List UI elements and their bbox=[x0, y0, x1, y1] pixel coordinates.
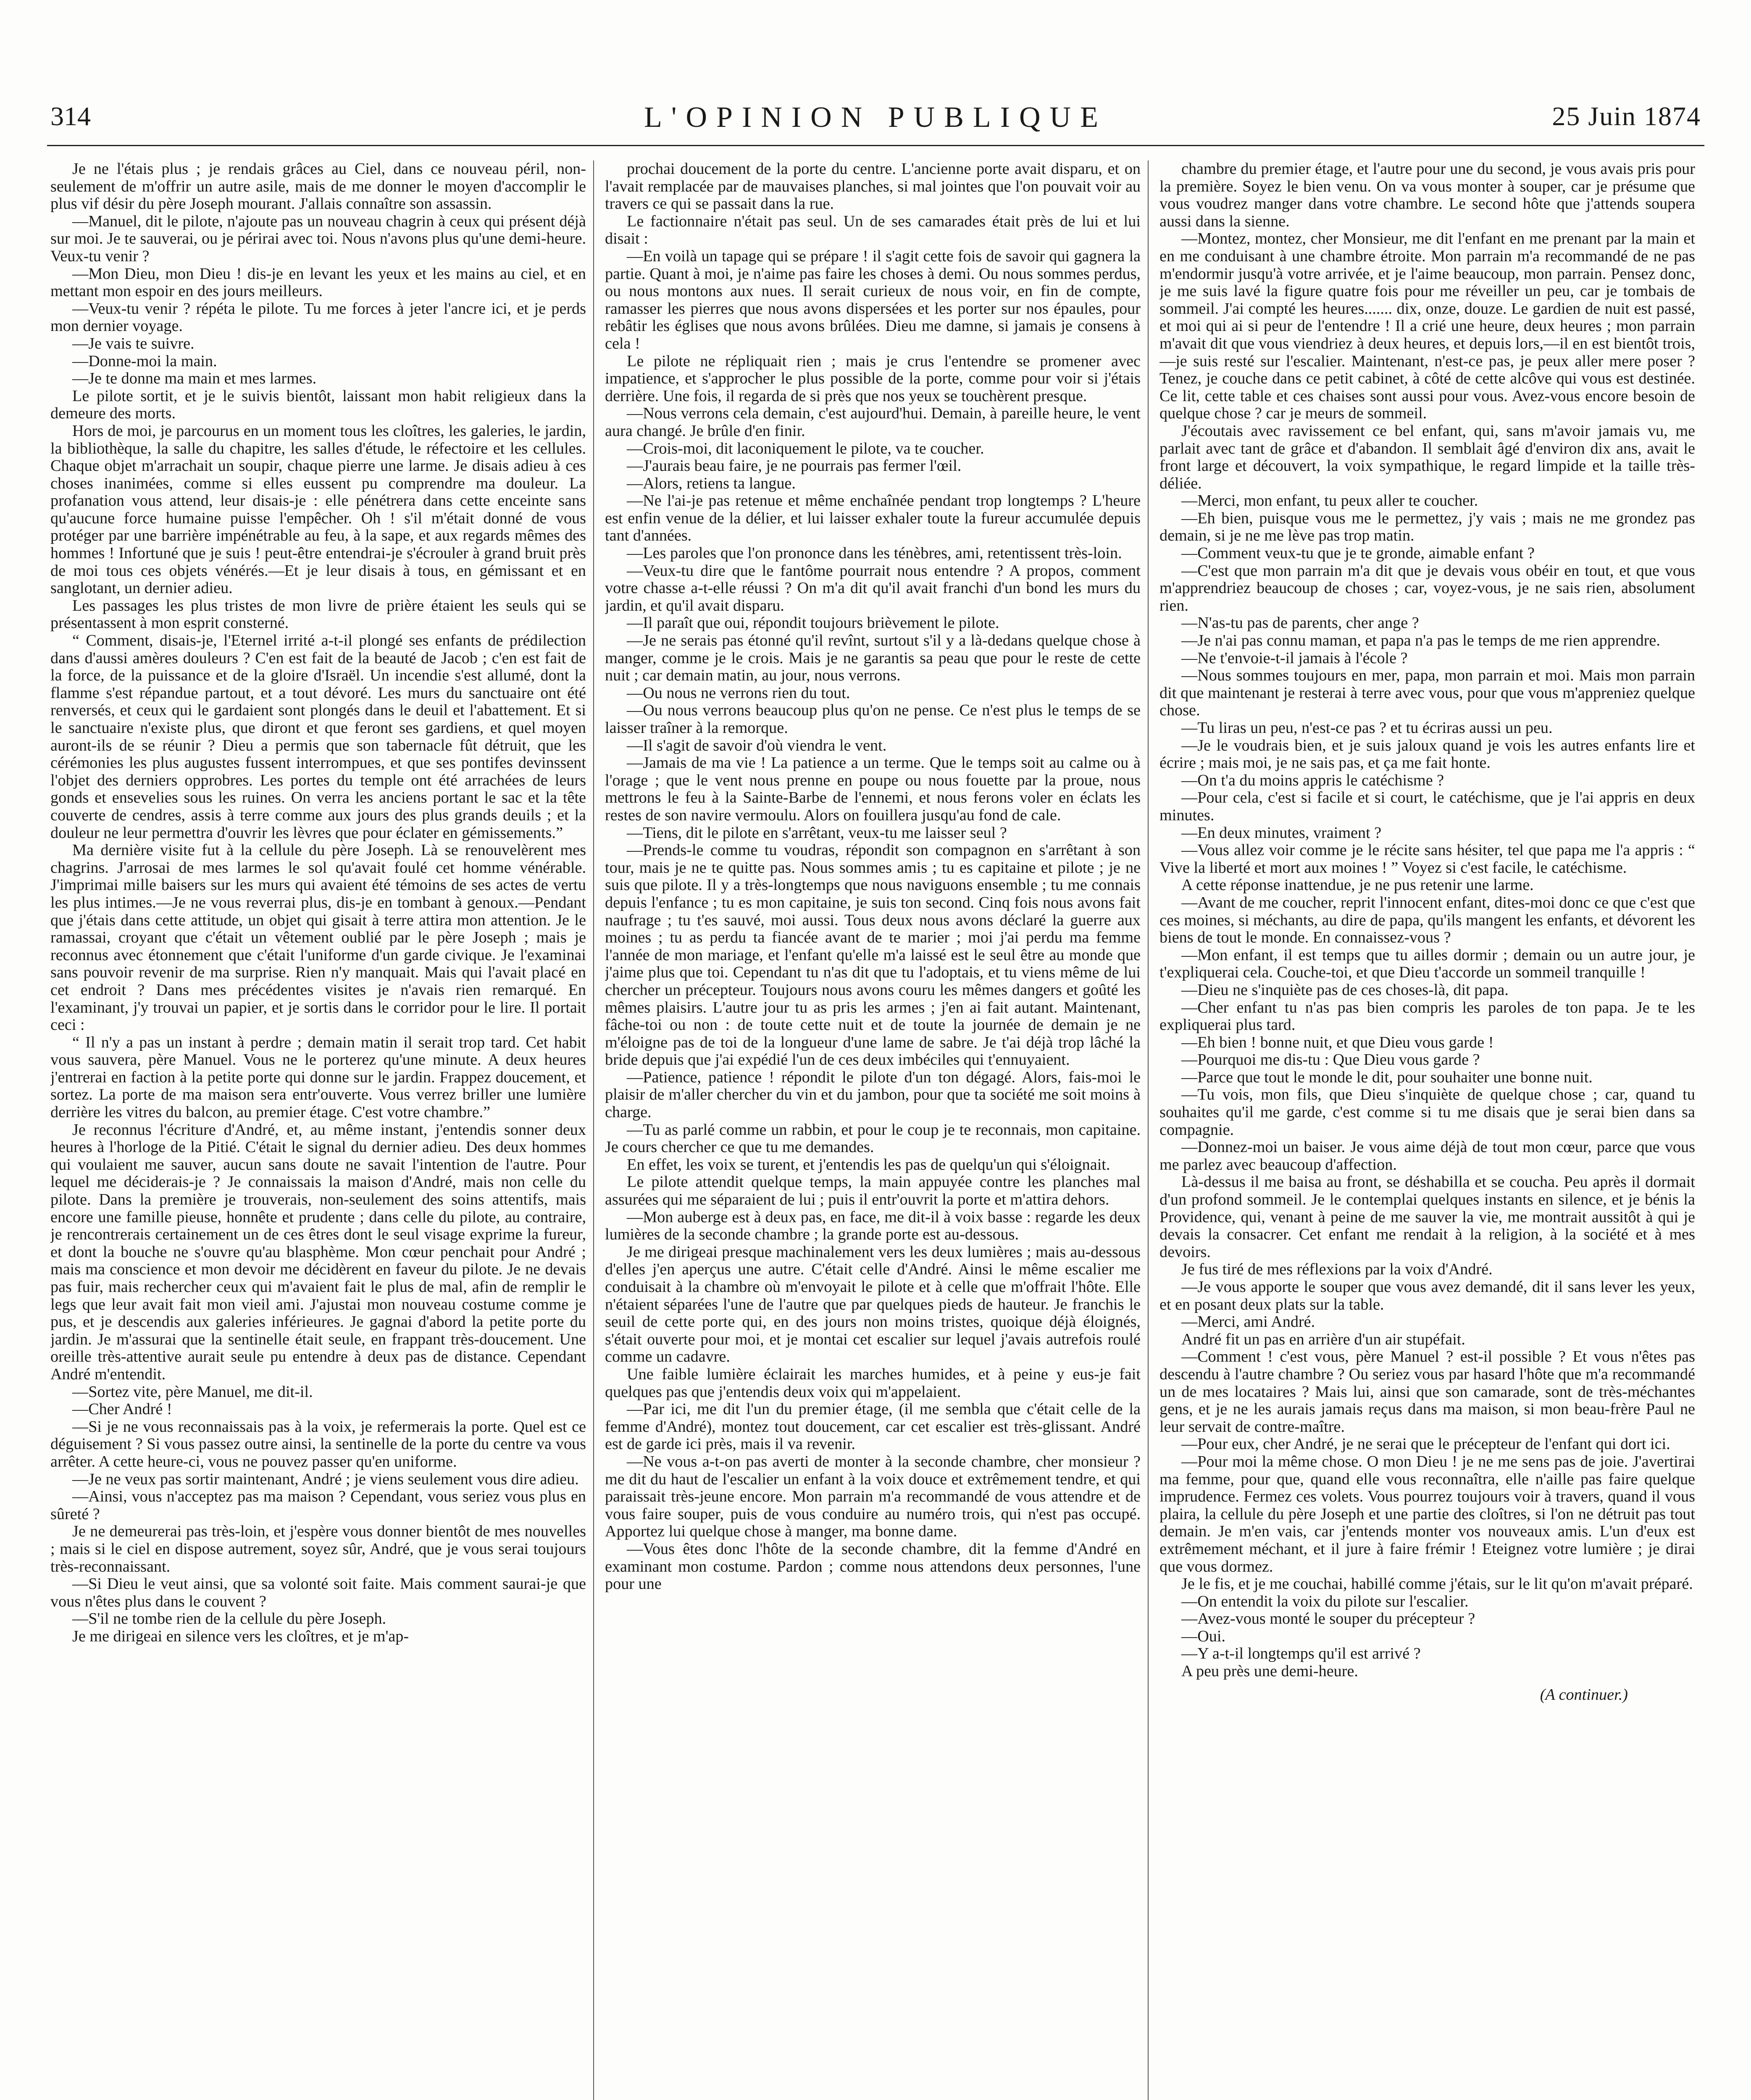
paragraph: —Y a-t-il longtemps qu'il est arrivé ? bbox=[1181, 1645, 1421, 1663]
paragraph: —Ou nous verrons beaucoup plus qu'on ne pense. Ce n'est plus le temps de se laisser traîner à la remorque. bbox=[605, 701, 1141, 737]
text-column-3 bbox=[1159, 160, 1695, 2100]
paragraph: —Tiens, dit le pilote en s'arrêtant, veux-tu me laisser seul ? bbox=[627, 824, 1007, 842]
paragraph: —Sortez vite, père Manuel, me dit-il. bbox=[72, 1383, 313, 1401]
paragraph: —Vous allez voir comme je le récite sans hésiter, tel que papa me l'a appris : “ Vive la liberté et mort aux moines ! ” Voyez si c'est facile, le catéchisme. bbox=[1159, 841, 1695, 877]
paragraph: “ Il n'y a pas un instant à perdre ; demain matin il serait trop tard. Cet habit vous sauvera, père Manuel. Vous ne le porterez qu'une minute. A deux heures j'entrerai en faction à la petite porte qui donne sur le jardin. Frappez doucement, et sortez. La porte de ma maison sera entr'ouverte. Vous verrez briller une lumière derrière les vitres du balcon, au premier étage. C'est votre chambre.” bbox=[50, 1033, 586, 1121]
paragraph: André fit un pas en arrière d'un air stupéfait. bbox=[1181, 1330, 1465, 1348]
paragraph: A peu près une demi-heure. bbox=[1181, 1662, 1358, 1680]
newspaper-title: L'OPINION PUBLIQUE bbox=[644, 101, 1107, 134]
paragraph: —Ainsi, vous n'acceptez pas ma maison ? Cependant, vous seriez vous plus en sûreté ? bbox=[50, 1488, 586, 1523]
paragraph: Les passages les plus tristes de mon livre de prière étaient les seuls qui se présentassent à mon esprit consterné. bbox=[50, 596, 586, 632]
paragraph: Là-dessus il me baisa au front, se déshabilla et se coucha. Peu après il dormait d'un profond sommeil. Je le contemplai quelques instants en silence, et je bénis la Providence, qui, venant à peine de me sauver la vie, me montrait aussitôt à qui je devais la consacrer. Cet enfant me rendait à la religion, à la société et à mes devoirs. bbox=[1159, 1173, 1695, 1261]
paragraph: —Veux-tu venir ? répéta le pilote. Tu me forces à jeter l'ancre ici, et je perds mon dernier voyage. bbox=[50, 299, 586, 335]
paragraph: —Si je ne vous reconnaissais pas à la voix, je refermerais la porte. Quel est ce déguisement ? Si vous passez outre ainsi, la sentinelle de la porte du centre va vous arrêter. A cette heure-ci, vous ne pouvez passer qu'en uniforme. bbox=[50, 1418, 586, 1470]
paragraph: —Alors, retiens ta langue. bbox=[627, 474, 796, 492]
paragraph: Je reconnus l'écriture d'André, et, au même instant, j'entendis sonner deux heures à l'horloge de la Pitié. C'était le signal du dernier adieu. Des deux hommes qui voulaient me sauver, aucun sans doute ne savait l'intention de l'autre. Pour lequel me déciderais-je ? Je connaissais la maison d'André, mais non celle du pilote. Dans la première je trouverais, non-seulement des soins attentifs, mais encore une famille pieuse, honnête et prudente ; dans celle du pilote, au contraire, je rencontrerais certainement un de ces êtres dont le seul visage exprime la fureur, et dont la bouche ne s'ouvre qu'au blasphème. Mon cœur penchait pour André ; mais ma conscience et mon devoir me décidèrent en faveur du pilote. Je ne devais pas fuir, mais rechercher ceux qui m'avaient fait le plus de mal, afin de remplir le legs que leur avait fait mon vieil ami. J'ajustai mon nouveau costume comme je pus, et je descendis aux galeries inférieures. Je gagnai d'abord la petite porte du jardin. Je m'assurai que la sentinelle était seule, en frappant très-doucement. Une oreille très-attentive aurait seule pu entendre à deux pas de distance. Cependant André m'entendit. bbox=[50, 1121, 586, 1383]
paragraph: Ma dernière visite fut à la cellule du père Joseph. Là se renouvelèrent mes chagrins. J'arrosai de mes larmes le sol qu'avait foulé cet homme vénérable. J'imprimai mille baisers sur les murs qui avaient été témoins de ses actes de vertu les plus intimes.—Je ne vous reverrai plus, dis-je en tombant à genoux.—Pendant que j'étais dans cette attitude, un objet qui gisait à terre attira mon attention. Je le ramassai, croyant que c'était un vêtement oublié par le père Joseph ; mais je reconnus avec étonnement que c'était l'uniforme d'un garde civique. Je l'examinai sans pouvoir revenir de ma surprise. Rien n'y manquait. Mais qui l'avait placé en cet endroit ? Dans mes précédentes visites je n'avais rien remarqué. En l'examinant, j'y trouvai un papier, et je sortis dans le corridor pour le lire. Il portait ceci : bbox=[50, 841, 586, 1034]
paragraph: —Oui. bbox=[1181, 1627, 1226, 1645]
paragraph: —Donnez-moi un baiser. Je vous aime déjà de tout mon cœur, parce que vous me parlez avec beaucoup d'affection. bbox=[1159, 1138, 1695, 1173]
paragraph: —Mon enfant, il est temps que tu ailles dormir ; demain ou un autre jour, je t'expliquerai cela. Couche-toi, et que Dieu t'accorde un sommeil tranquille ! bbox=[1159, 946, 1695, 982]
paragraph: —Pourquoi me dis-tu : Que Dieu vous garde ? bbox=[1181, 1051, 1480, 1069]
paragraph: —Les paroles que l'on prononce dans les ténèbres, ami, retentissent très-loin. bbox=[627, 544, 1122, 562]
paragraph: —En voilà un tapage qui se prépare ! il s'agit cette fois de savoir qui gagnera la partie. Quant à moi, je n'aime pas faire les choses à demi. Ou nous sommes perdus, ou nous montons aux nues. Il serait curieux de nous voir, en fin de compte, ramasser les pierres que nous avons dispersées et les porter sur nos épaules, pour rebâtir les églises que nous avons brûlées. Dieu me damne, si jamais je consens à cela ! bbox=[605, 247, 1141, 352]
paragraph: —Vous êtes donc l'hôte de la seconde chambre, dit la femme d'André en examinant mon costume. Pardon ; comme nous attendons deux personnes, l'une pour une bbox=[605, 1540, 1141, 1593]
paragraph: Je le fis, et je me couchai, habillé comme j'étais, sur le lit qu'on m'avait préparé. bbox=[1181, 1575, 1693, 1593]
paragraph: Je fus tiré de mes réflexions par la voix d'André. bbox=[1181, 1260, 1493, 1278]
paragraph: —Comment veux-tu que je te gronde, aimable enfant ? bbox=[1181, 544, 1535, 562]
paragraph: —Nous sommes toujours en mer, papa, mon parrain et moi. Mais mon parrain dit que maintenant je resterai à terre avec vous, pour que vous m'appreniez quelque chose. bbox=[1159, 667, 1695, 719]
paragraph: —J'aurais beau faire, je ne pourrais pas fermer l'œil. bbox=[627, 457, 962, 475]
paragraph: prochai doucement de la porte du centre. L'ancienne porte avait disparu, et on l'avait remplacée par de mauvaises planches, si mal jointes que l'on pouvait voir au travers ce qui se passait dans la rue. bbox=[605, 160, 1141, 213]
paragraph: —Donne-moi la main. bbox=[72, 352, 217, 370]
paragraph: “ Comment, disais-je, l'Eternel irrité a-t-il plongé ses enfants de prédilection dans d'aussi amères douleurs ? C'en est fait de la beauté de Jacob ; c'en est fait de la force, de la puissance et de la gloire d'Israël. Un incendie s'est allumé, dont la flamme s'est répandue partout, et a tout dévoré. Les murs du sanctuaire ont été renversés, et ceux qui le gardaient sont plongés dans le deuil et l'abattement. Et si le sanctuaire n'existe plus, que diront et que feront ses gardiens, et quel moyen auront-ils de se réunir ? Dieu a permis que son tabernacle fût détruit, que les cérémonies les plus augustes fussent interrompues, et que ses pontifes devinssent l'objet des derniers opprobres. Les portes du temple ont été arrachées de leurs gonds et ensevelies sous les ruines. On verra les anciens portant le sac et la tête couverte de cendres, assis à terre comme aux jours des plus grands deuils ; et la douleur ne leur permettra d'ouvrir les lèvres que pour éclater en gémissements.” bbox=[50, 632, 586, 842]
continuation-note: (A continuer.) bbox=[1540, 1685, 1628, 1704]
paragraph: —Dieu ne s'inquiète pas de ces choses-là, dit papa. bbox=[1181, 981, 1509, 999]
paragraph: —Je le voudrais bien, et je suis jaloux quand je vois les autres enfants lire et écrire ; mais moi, je ne sais pas, et ça me fait honte. bbox=[1159, 736, 1695, 772]
paragraph: —Ne t'envoie-t-il jamais à l'école ? bbox=[1181, 649, 1408, 667]
paragraph: —Je vous apporte le souper que vous avez demandé, dit il sans lever les yeux, et en posant deux plats sur la table. bbox=[1159, 1278, 1695, 1313]
paragraph: —Si Dieu le veut ainsi, que sa volonté soit faite. Mais comment saurai-je que vous n'êtes plus dans le couvent ? bbox=[50, 1575, 586, 1610]
paragraph: —Pour cela, c'est si facile et si court, le catéchisme, que je l'ai appris en deux minutes. bbox=[1159, 789, 1695, 824]
paragraph: —Cher enfant tu n'as pas bien compris les paroles de ton papa. Je te les expliquerai plus tard. bbox=[1159, 998, 1695, 1034]
text-column-1 bbox=[50, 160, 586, 2100]
paragraph: —Ne l'ai-je pas retenue et même enchaînée pendant trop longtemps ? L'heure est enfin venue de la délier, et lui laisser exhaler toute la fureur accumulée depuis tant d'années. bbox=[605, 492, 1141, 545]
column-divider bbox=[593, 160, 594, 2100]
paragraph: —Merci, mon enfant, tu peux aller te coucher. bbox=[1181, 492, 1478, 510]
paragraph: —Tu as parlé comme un rabbin, et pour le coup je te reconnais, mon capitaine. Je cours chercher ce que tu me demandes. bbox=[605, 1121, 1141, 1156]
paragraph: —Montez, montez, cher Monsieur, me dit l'enfant en me prenant par la main et en me conduisant à une chambre étroite. Mon parrain m'a recommandé de ne pas m'endormir jusqu'à votre arrivée, et je l'aime beaucoup, mon parrain. Pensez donc, je me suis lavé la figure quatre fois pour me réveiller un peu, car je tombais de sommeil. J'ai compté les heures....... dix, onze, douze. Le gardien de nuit est passé, et moi qui ai si peur de l'entendre ! Il a crié une heure, deux heures ; mon parrain m'avait dit que vous viendriez à deux heures, et depuis lors,—il en est bientôt trois,—je suis resté sur l'escalier. Maintenant, n'est-ce pas, je peux aller mere poser ? Tenez, je couche dans ce petit cabinet, à côté de cette alcôve qui vous est destinée. Ce lit, cette table et ces chaises sont aussi pour vous. Avez-vous encore besoin de quelque chose ? car je meurs de sommeil. bbox=[1159, 230, 1695, 423]
paragraph: J'écoutais avec ravissement ce bel enfant, qui, sans m'avoir jamais vu, me parlait avec tant de grâce et d'abandon. Il semblait âgé d'environ dix ans, avait le front large et découvert, la voix sympathique, le regard limpide et la taille très-déliée. bbox=[1159, 422, 1695, 492]
paragraph: —Pour moi la même chose. O mon Dieu ! je ne me sens pas de joie. J'avertirai ma femme, pour que, quand elle vous reconnaîtra, elle n'aille pas faire quelque imprudence. Fermez ces volets. Vous pourrez toujours voir à travers, quand il vous plaira, la cellule du père Joseph et une partie des cloîtres, si l'on ne détruit pas tout demain. Je m'en vais, car j'entends monter vos nouveaux amis. L'un d'eux est extrêmement méchant, et il jure à faire frémir ! Eteignez votre lumière ; je dirai que vous dormez. bbox=[1159, 1452, 1695, 1575]
paragraph: —Je ne veux pas sortir maintenant, André ; je viens seulement vous dire adieu. bbox=[72, 1470, 579, 1488]
paragraph: —Nous verrons cela demain, c'est aujourd'hui. Demain, à pareille heure, le vent aura changé. Je brûle d'en finir. bbox=[605, 404, 1141, 440]
paragraph: Le pilote sortit, et je le suivis bientôt, laissant mon habit religieux dans la demeure des morts. bbox=[50, 387, 586, 423]
paragraph: Le pilote ne répliquait rien ; mais je crus l'entendre se promener avec impatience, et s'approcher le plus possible de la porte, comme pour voir si j'étais derrière. Une fois, il regarda de si près que nos yeux se touchèrent presque. bbox=[605, 352, 1141, 405]
text-column-2 bbox=[605, 160, 1141, 2100]
paragraph: Le pilote attendit quelque temps, la main appuyée contre les planches mal assurées qui me séparaient de lui ; puis il entr'ouvrit la porte et m'attira dehors. bbox=[605, 1173, 1141, 1209]
paragraph: —Pour eux, cher André, je ne serai que le précepteur de l'enfant qui dort ici. bbox=[1181, 1435, 1670, 1453]
paragraph: —Eh bien ! bonne nuit, et que Dieu vous garde ! bbox=[1181, 1033, 1494, 1051]
paragraph: —Manuel, dit le pilote, n'ajoute pas un nouveau chagrin à ceux qui présent déjà sur moi. Je te sauverai, ou je périrai avec toi. Nous n'avons plus qu'une demi-heure. Veux-tu venir ? bbox=[50, 212, 586, 265]
header-rule bbox=[47, 145, 1704, 146]
paragraph: Je ne demeurerai pas très-loin, et j'espère vous donner bientôt de mes nouvelles ; mais si le ciel en dispose autrement, soyez sûr, André, que je vous serai toujours très-reconnaissant. bbox=[50, 1522, 586, 1575]
paragraph: —Parce que tout le monde le dit, pour souhaiter une bonne nuit. bbox=[1181, 1068, 1593, 1086]
paragraph: Hors de moi, je parcourus en un moment tous les cloîtres, les galeries, le jardin, la bibliothèque, la salle du chapitre, les salles d'étude, le réfectoire et les cellules. Chaque objet m'arrachait un soupir, chaque pierre une larme. Je disais adieu à ces choses inanimées, comme si elles eussent pu comprendre ma douleur. La profanation vous attend, leur disais-je : elle pénétrera dans cette enceinte sans qu'aucune force humaine puisse l'empêcher. Oh ! s'il m'était donné de vous protéger par une barrière impénétrable au feu, à la sape, et aux regards mêmes des hommes ! Infortuné que je suis ! peut-être entendrai-je s'écrouler à grand bruit près de moi tous ces objets vénérés.—Et je leur disais à tous, en gémissant et en sanglotant, un dernier adieu. bbox=[50, 422, 586, 597]
paragraph: —Ou nous ne verrons rien du tout. bbox=[627, 684, 850, 702]
paragraph: —S'il ne tombe rien de la cellule du père Joseph. bbox=[72, 1610, 386, 1628]
paragraph: —Comment ! c'est vous, père Manuel ? est-il possible ? Et vous n'êtes pas descendu à l'autre chambre ? Ou seriez vous par hasard l'hôte que m'a recommandé un de mes locataires ? Mais lui, ainsi que son camarade, sont de très-méchantes gens, et je ne les aurais jamais reçus dans ma maison, si mon beau-frère Paul ne leur servait de contre-maître. bbox=[1159, 1348, 1695, 1436]
paragraph: Une faible lumière éclairait les marches humides, et à peine y eus-je fait quelques pas que j'entendis deux voix qui m'appelaient. bbox=[605, 1365, 1141, 1401]
paragraph: —Prends-le comme tu voudras, répondit son compagnon en s'arrêtant à son tour, mais je ne te quitte pas. Nous sommes amis ; tu es capitaine et pilote ; je ne suis que pilote. Il y a très-longtemps que nous naviguons ensemble ; tu me connais depuis l'enfance ; tu es mon capitaine, je suis ton second. Cinq fois nous avons fait naufrage ; tu t'es sauvé, moi aussi. Tous deux nous avons déclaré la guerre aux moines ; tu as perdu ta fiancée avant de te marier ; moi j'ai perdu ma femme l'année de mon mariage, et l'enfant qu'elle m'a laissé est le seul être au monde que j'aime plus que toi. Cependant tu n'as dit que tu l'adoptais, et tu viens même de lui chercher un précepteur. Toujours nous avons couru les mêmes dangers et goûté les mêmes plaisirs. L'autre jour tu as pris les armes ; j'en ai fait autant. Maintenant, fâche-toi ou non : de toute cette nuit et de toute la journée de demain je ne m'éloigne pas de toi de la longueur d'une lame de sabre. Je t'ai déjà trop lâché la bride depuis que j'ai expédié l'un de ces deux imbéciles qui t'ennuyaient. bbox=[605, 841, 1141, 1069]
paragraph: —Jamais de ma vie ! La patience a un terme. Que le temps soit au calme ou à l'orage ; que le vent nous prenne en poupe ou nous fouette par la proue, nous mettrons le feu à la Sainte-Barbe de l'ennemi, et nous ferons voler en éclats les restes de son navire vermoulu. Alors on fouillera jusqu'au fond de cale. bbox=[605, 754, 1141, 824]
paragraph: Le factionnaire n'était pas seul. Un de ses camarades était près de lui et lui disait : bbox=[605, 212, 1141, 248]
paragraph: —Avant de me coucher, reprit l'innocent enfant, dites-moi donc ce que c'est que ces moines, si méchants, au dire de papa, qu'ils mangent les enfants, et dévorent les biens de tout le monde. En connaissez-vous ? bbox=[1159, 893, 1695, 947]
paragraph: —Crois-moi, dit laconiquement le pilote, va te coucher. bbox=[627, 439, 984, 457]
paragraph: —Eh bien, puisque vous me le permettez, j'y vais ; mais ne me grondez pas demain, si je ne me lève pas trop matin. bbox=[1159, 509, 1695, 545]
paragraph: En effet, les voix se turent, et j'entendis les pas de quelqu'un qui s'éloignait. bbox=[627, 1155, 1110, 1173]
paragraph: —Merci, ami André. bbox=[1181, 1313, 1315, 1331]
paragraph: chambre du premier étage, et l'autre pour une du second, je vous avais pris pour la première. Soyez le bien venu. On va vous monter à souper, car je présume que vous voudrez manger dans votre chambre. Le second hôte que j'attends soupera aussi dans la sienne. bbox=[1159, 160, 1695, 230]
paragraph: —Il paraît que oui, répondit toujours brièvement le pilote. bbox=[627, 614, 999, 632]
paragraph: —Ne vous a-t-on pas averti de monter à la seconde chambre, cher monsieur ? me dit du haut de l'escalier un enfant à la voix douce et extrêmement tendre, et qui paraissait très-jeune encore. Mon parrain m'a recommandé de vous attendre et de vous faire souper, puis de vous conduire au numéro trois, qui n'est pas occupé. Apportez lui quelque chose à manger, ma bonne dame. bbox=[605, 1452, 1141, 1541]
paragraph: —Tu liras un peu, n'est-ce pas ? et tu écriras aussi un peu. bbox=[1181, 719, 1553, 737]
paragraph: —Veux-tu dire que le fantôme pourrait nous entendre ? A propos, comment votre chasse a-t-elle réussi ? On m'a dit qu'il avait franchi d'un bond les murs du jardin, et qu'il avait disparu. bbox=[605, 562, 1141, 614]
paragraph: —Je n'ai pas connu maman, et papa n'a pas le temps de me rien apprendre. bbox=[1181, 632, 1660, 650]
paragraph: —Je te donne ma main et mes larmes. bbox=[72, 370, 317, 388]
page-header bbox=[47, 101, 1704, 139]
paragraph: —Il s'agit de savoir d'où viendra le vent. bbox=[627, 736, 887, 754]
paragraph: —Je vais te suivre. bbox=[72, 334, 195, 352]
issue-date: 25 Juin 1874 bbox=[1552, 101, 1701, 131]
paragraph: —Cher André ! bbox=[72, 1400, 172, 1418]
paragraph: —On entendit la voix du pilote sur l'escalier. bbox=[1181, 1592, 1469, 1610]
paragraph: —Avez-vous monté le souper du précepteur ? bbox=[1181, 1610, 1475, 1628]
paragraph: —En deux minutes, vraiment ? bbox=[1181, 824, 1382, 842]
column-divider bbox=[1148, 160, 1149, 2100]
paragraph: Je ne l'étais plus ; je rendais grâces au Ciel, dans ce nouveau péril, non-seulement de m'offrir un autre asile, mais de me donner le moyen d'accomplir le plus vif désir du père Joseph mourant. J'allais connaître son assassin. bbox=[50, 160, 586, 213]
paragraph: —Je ne serais pas étonné qu'il revînt, surtout s'il y a là-dedans quelque chose à manger, comme je le crois. Mais je ne garantis sa peau que pour le reste de cette nuit ; car demain matin, au jour, nous verrons. bbox=[605, 632, 1141, 685]
paragraph: —Patience, patience ! répondit le pilote d'un ton dégagé. Alors, fais-moi le plaisir de m'aller chercher du vin et du jambon, pour que ta société me soit moins à charge. bbox=[605, 1068, 1141, 1121]
paragraph: —Par ici, me dit l'un du premier étage, (il me sembla que c'était celle de la femme d'André), montez tout doucement, car cet escalier est très-glissant. André est de garde ici près, mais il va revenir. bbox=[605, 1400, 1141, 1453]
paragraph: A cette réponse inattendue, je ne pus retenir une larme. bbox=[1181, 876, 1534, 894]
paragraph: —Tu vois, mon fils, que Dieu s'inquiète de quelque chose ; car, quand tu souhaites qu'il me garde, c'est comme si tu me disais que je serai bien dans sa compagnie. bbox=[1159, 1086, 1695, 1139]
paragraph: —Mon auberge est à deux pas, en face, me dit-il à voix basse : regarde les deux lumières de la seconde chambre ; la grande porte est au-dessous. bbox=[605, 1208, 1141, 1244]
paragraph: —Mon Dieu, mon Dieu ! dis-je en levant les yeux et les mains au ciel, et en mettant mon espoir en des jours meilleurs. bbox=[50, 265, 586, 300]
page-number: 314 bbox=[50, 101, 91, 131]
paragraph: Je me dirigeai presque machinalement vers les deux lumières ; mais au-dessous d'elles j'en aperçus une autre. C'était celle d'André. Ainsi le même escalier me conduisait à la chambre où m'envoyait le pilote et à celle que m'offrait l'hôte. Elle n'étaient séparées l'une de l'autre que par quelques pieds de hauteur. Je franchis le seuil de cette porte qui, en des jours non moins tristes, quoique déjà éloignés, s'était ouverte pour moi, et je montai cet escalier sur lequel j'avais autrefois roulé comme un cadavre. bbox=[605, 1243, 1141, 1366]
paragraph: —On t'a du moins appris le catéchisme ? bbox=[1181, 771, 1444, 789]
paragraph: —N'as-tu pas de parents, cher ange ? bbox=[1181, 614, 1419, 632]
paragraph: —C'est que mon parrain m'a dit que je devais vous obéir en tout, et que vous m'apprendriez beaucoup de choses ; car, voyez-vous, je ne sais rien, absolument rien. bbox=[1159, 562, 1695, 614]
paragraph: Je me dirigeai en silence vers les cloîtres, et je m'ap- bbox=[72, 1627, 409, 1645]
